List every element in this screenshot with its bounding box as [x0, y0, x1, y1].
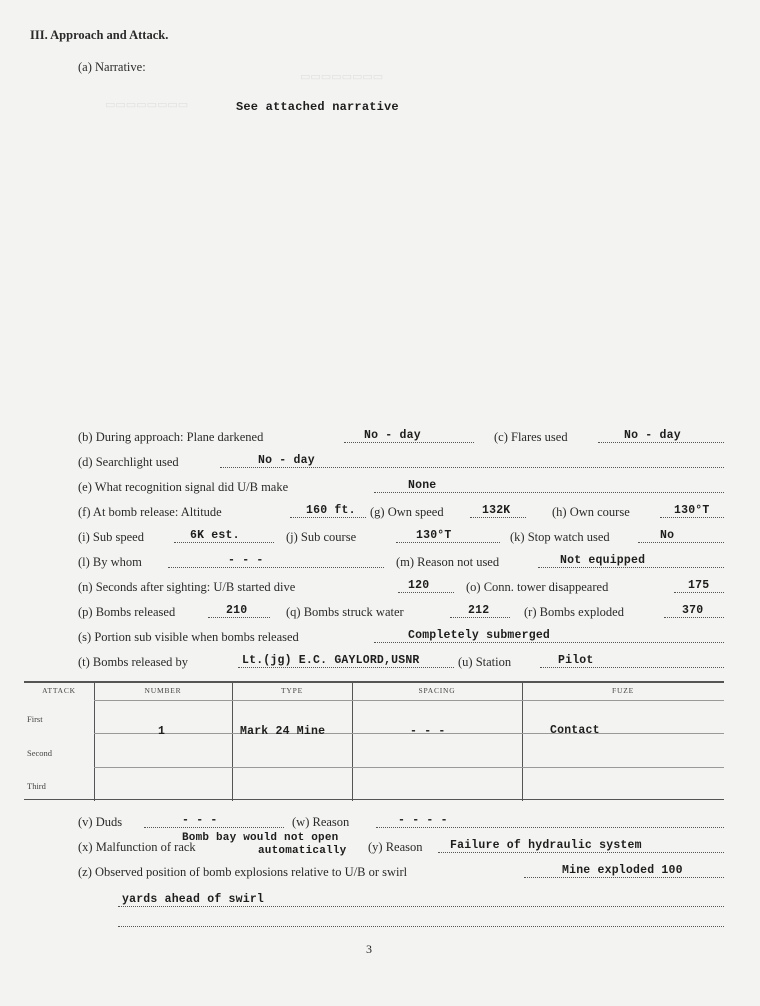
fill-line: [174, 542, 274, 543]
field-value-m: Not equipped: [560, 554, 646, 567]
fill-line: [538, 567, 724, 568]
field-value-q: 212: [468, 604, 490, 617]
table-row-label-second: Second: [27, 748, 53, 758]
fill-line: [374, 492, 724, 493]
field-value-r: 370: [682, 604, 704, 617]
field-row-s: [78, 630, 724, 646]
table-row-label-first: First: [27, 714, 43, 724]
field-label-n: (n) Seconds after sighting: U/B started dive: [78, 580, 296, 594]
field-row-p-q-r: [78, 605, 724, 621]
field-label-r: (r) Bombs exploded: [524, 605, 624, 619]
field-value-z-line2: yards ahead of swirl: [122, 893, 265, 906]
field-value-s: Completely submerged: [408, 629, 551, 642]
field-value-x-line1: Bomb bay would not open: [182, 832, 339, 844]
fill-line: [398, 592, 454, 593]
field-value-p: 210: [226, 604, 248, 617]
narrative-label: (a) Narrative:: [78, 60, 146, 74]
table-header-number: NUMBER: [144, 686, 182, 695]
table-col-divider: [522, 681, 523, 801]
fill-line: [540, 667, 724, 668]
field-row-t-u: [78, 655, 724, 671]
field-value-d: No - day: [258, 454, 315, 467]
fill-line: [118, 906, 724, 907]
field-row-l-m: [78, 555, 724, 571]
fill-line: [290, 517, 366, 518]
table-header-fuze: FUZE: [612, 686, 634, 695]
table-row-rule: [94, 733, 724, 734]
fill-line: [376, 827, 724, 828]
field-value-w: - - - -: [398, 814, 448, 827]
table-cell-fuze: Contact: [550, 724, 600, 737]
table-header-rule: [94, 700, 724, 701]
attack-table: [24, 681, 724, 801]
field-row-z: [78, 865, 724, 881]
table-header-attack: ATTACK: [42, 686, 76, 695]
field-value-u: Pilot: [558, 654, 594, 667]
fill-line: [438, 852, 724, 853]
fill-line: [598, 442, 724, 443]
fill-line: [660, 517, 724, 518]
field-label-p: (p) Bombs released: [78, 605, 176, 619]
field-row-b-c: [78, 430, 724, 446]
table-cell-spacing: - - -: [410, 725, 446, 738]
table-cell-type: Mark 24 Mine: [240, 725, 326, 738]
field-value-z-line1: Mine exploded 100: [562, 864, 683, 877]
table-cell-number: 1: [158, 725, 166, 738]
field-label-y: (y) Reason: [368, 840, 423, 854]
field-row-n-o: [78, 580, 724, 596]
field-label-h: (h) Own course: [552, 505, 630, 519]
field-label-u: (u) Station: [458, 655, 512, 669]
table-col-divider: [94, 681, 95, 801]
table-row-label-third: Third: [27, 781, 46, 791]
field-value-t: Lt.(jg) E.C. GAYLORD,USNR: [242, 654, 420, 667]
field-label-j: (j) Sub course: [286, 530, 357, 544]
table-bottom-rule: [24, 799, 724, 800]
fill-line: [450, 617, 510, 618]
page-number: 3: [366, 942, 372, 956]
table-row-rule: [94, 767, 724, 768]
field-label-d: (d) Searchlight used: [78, 455, 179, 469]
field-label-f: (f) At bomb release: Altitude: [78, 505, 222, 519]
field-value-k: No: [660, 529, 675, 542]
field-label-i: (i) Sub speed: [78, 530, 144, 544]
narrative-value: See attached narrative: [236, 100, 399, 114]
field-value-e: None: [408, 479, 437, 492]
table-header-type: TYPE: [281, 686, 303, 695]
field-label-v: (v) Duds: [78, 815, 123, 829]
field-label-o: (o) Conn. tower disappeared: [466, 580, 609, 594]
field-label-m: (m) Reason not used: [396, 555, 500, 569]
bleed-through-text: ▭▭▭▭▭▭▭▭: [105, 99, 189, 111]
field-row-i-j-k: [78, 530, 724, 546]
field-label-q: (q) Bombs struck water: [286, 605, 404, 619]
fill-line: [664, 617, 724, 618]
field-label-l: (l) By whom: [78, 555, 142, 569]
field-value-x-line2: automatically: [258, 845, 347, 857]
fill-line: [674, 592, 724, 593]
field-value-j: 130°T: [416, 529, 452, 542]
bleed-through-text: ▭▭▭▭▭▭▭▭: [300, 71, 384, 83]
field-label-b: (b) During approach: Plane darkened: [78, 430, 264, 444]
fill-line: [118, 926, 724, 927]
field-value-o: 175: [688, 579, 710, 592]
table-header-spacing: SPACING: [418, 686, 456, 695]
fill-line: [220, 467, 724, 468]
field-row-e: [78, 480, 724, 496]
fill-line: [396, 542, 500, 543]
field-label-e: (e) What recognition signal did U/B make: [78, 480, 289, 494]
field-label-g: (g) Own speed: [370, 505, 444, 519]
field-label-s: (s) Portion sub visible when bombs released: [78, 630, 299, 644]
field-value-i: 6K est.: [190, 529, 240, 542]
table-col-divider: [352, 681, 353, 801]
section-title: III. Approach and Attack.: [30, 28, 169, 42]
fill-line: [344, 442, 474, 443]
fill-line: [470, 517, 526, 518]
field-row-z-cont: [78, 894, 724, 910]
fill-line: [524, 877, 724, 878]
fill-line: [238, 667, 454, 668]
field-value-v: - - -: [182, 814, 218, 827]
field-value-f: 160 ft.: [306, 504, 356, 517]
field-value-g: 132K: [482, 504, 511, 517]
field-label-c: (c) Flares used: [494, 430, 568, 444]
field-label-w: (w) Reason: [292, 815, 350, 829]
field-label-z: (z) Observed position of bomb explosions relative to U/B or swirl: [78, 865, 408, 879]
field-label-x: (x) Malfunction of rack: [78, 840, 196, 854]
field-label-k: (k) Stop watch used: [510, 530, 610, 544]
field-row-x-y: [78, 832, 724, 864]
fill-line: [374, 642, 724, 643]
fill-line: [638, 542, 724, 543]
field-value-l: - - -: [228, 554, 264, 567]
field-row-d: [78, 455, 724, 471]
field-row-z-blank: [78, 916, 724, 932]
fill-line: [144, 827, 284, 828]
table-col-divider: [232, 681, 233, 801]
field-value-y: Failure of hydraulic system: [450, 839, 642, 852]
fill-line: [168, 567, 384, 568]
field-value-h: 130°T: [674, 504, 710, 517]
table-top-rule: [24, 681, 724, 683]
field-row-f-g-h: [78, 505, 724, 521]
field-value-n: 120: [408, 579, 430, 592]
fill-line: [208, 617, 270, 618]
field-label-t: (t) Bombs released by: [78, 655, 189, 669]
field-row-v-w: [78, 815, 724, 831]
field-value-b: No - day: [364, 429, 421, 442]
field-value-c: No - day: [624, 429, 681, 442]
